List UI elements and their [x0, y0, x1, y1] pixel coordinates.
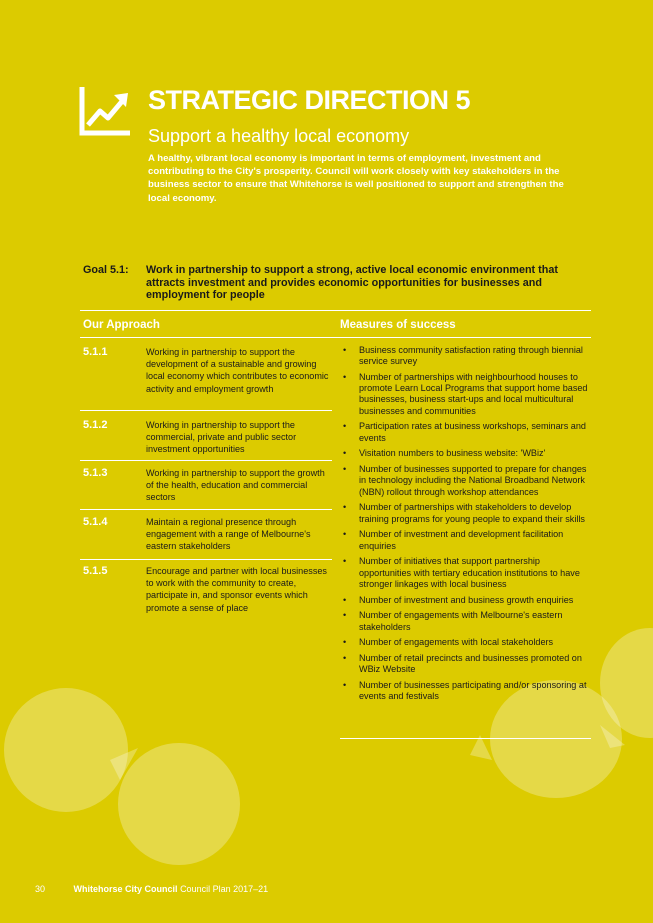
row-divider — [80, 509, 332, 510]
bullet: • — [343, 556, 347, 567]
measure-text: Business community satisfaction rating through biennial service survey — [359, 345, 583, 367]
measure-text: Number of businesses supported to prepare for changes in technology including the National Broadband Network (NBN) rollout through workshop attendances — [359, 464, 587, 497]
bullet: • — [343, 637, 347, 648]
bullet: • — [343, 529, 347, 540]
measure-text: Visitation numbers to business website: 'WBiz' — [359, 448, 546, 459]
bullet: • — [343, 653, 347, 664]
bullet: • — [343, 448, 347, 459]
list-item — [340, 610, 591, 632]
list-item — [340, 680, 591, 702]
bullet: • — [343, 610, 347, 621]
approach-number: 5.1.1 — [83, 346, 108, 358]
list-item — [340, 653, 591, 675]
bullet: • — [343, 372, 347, 382]
approach-column-heading: Our Approach — [83, 319, 160, 331]
measure-text: Number of partnerships with stakeholders to develop training programs for young people to expand their skills — [359, 502, 585, 524]
goal-text: Work in partnership to support a strong, active local economic environment that attracts investment and provides economic opportunities for businesses and employment for people — [146, 264, 558, 302]
list-item — [340, 464, 591, 498]
measure-text: Number of businesses participating and/or sponsoring at events and festivals — [359, 680, 587, 702]
row-divider — [80, 410, 332, 411]
approach-number: 5.1.5 — [83, 565, 108, 577]
measures-column-heading: Measures of success — [340, 319, 456, 331]
approach-text: Maintain a regional presence through engagement with a range of Melbourne's eastern stakeholders — [146, 517, 311, 552]
approach-text: Working in partnership to support the growth of the health, education and commercial sectors — [146, 468, 325, 503]
page-title: STRATEGIC DIRECTION 5 — [148, 85, 471, 115]
goal-label: Goal 5.1: — [83, 264, 129, 276]
measure-text: Participation rates at business workshops, seminars and events — [359, 421, 586, 443]
approach-number: 5.1.2 — [83, 419, 108, 431]
list-item — [340, 556, 591, 590]
bullet: • — [343, 464, 347, 475]
approach-number: 5.1.3 — [83, 467, 108, 479]
row-divider — [80, 559, 332, 560]
measure-text: Number of initiatives that support partnership opportunities with tertiary education institutions to have stronger linkages with local business — [359, 556, 580, 589]
list-item — [340, 421, 591, 443]
list-item — [340, 595, 591, 606]
measures-list — [340, 345, 591, 707]
measure-text: Number of retail precincts and businesses promoted on WBiz Website — [359, 653, 582, 675]
page-subtitle: Support a healthy local economy — [148, 126, 410, 146]
bullet: • — [343, 502, 347, 513]
bullet: • — [343, 421, 347, 432]
approach-number: 5.1.4 — [83, 516, 108, 528]
list-item — [340, 502, 591, 524]
list-item — [340, 637, 591, 648]
measure-text: Number of engagements with local stakeholders — [359, 637, 554, 648]
intro-paragraph: A healthy, vibrant local economy is important in terms of employment, investment and contributing to the City's prosperity. Council will work closely with key stakeholders in the business sector to ensure that Whitehorse is well positioned to support and strengthen the local economy. — [148, 153, 564, 204]
row-divider — [80, 460, 332, 461]
measure-text: Number of investment and development facilitation enquiries — [359, 529, 564, 551]
measure-text: Number of engagements with Melbourne's eastern stakeholders — [359, 610, 563, 632]
footer-doc: Council Plan 2017–21 — [180, 884, 269, 894]
bullet: • — [343, 680, 347, 691]
bullet: • — [343, 345, 347, 355]
page-footer — [35, 884, 268, 894]
list-item — [340, 529, 591, 551]
approach-text: Encourage and partner with local businesses to work with the community to create, participate in, and sponsor events which promote a sense of place — [146, 566, 327, 613]
footer-org: Whitehorse City Council — [73, 884, 178, 894]
list-item — [340, 372, 591, 417]
approach-text: Working in partnership to support the commercial, private and public sector investment opportunities — [146, 420, 297, 455]
divider — [80, 310, 591, 311]
divider — [80, 337, 591, 338]
measure-text: Number of investment and business growth enquiries — [359, 594, 574, 605]
divider — [340, 738, 591, 739]
list-item — [340, 448, 591, 459]
approach-text: Working in partnership to support the development of a sustainable and growing local economy which contributes to economic activity and employment growth — [146, 347, 329, 394]
list-item — [340, 345, 591, 367]
growth-chart-icon — [78, 85, 132, 139]
measure-text: Number of partnerships with neighbourhood houses to promote Learn Local Programs that support home based businesses, business start-ups and local multicultural businesses and communities — [359, 372, 588, 416]
bullet: • — [343, 594, 347, 605]
page-number: 30 — [35, 884, 46, 894]
